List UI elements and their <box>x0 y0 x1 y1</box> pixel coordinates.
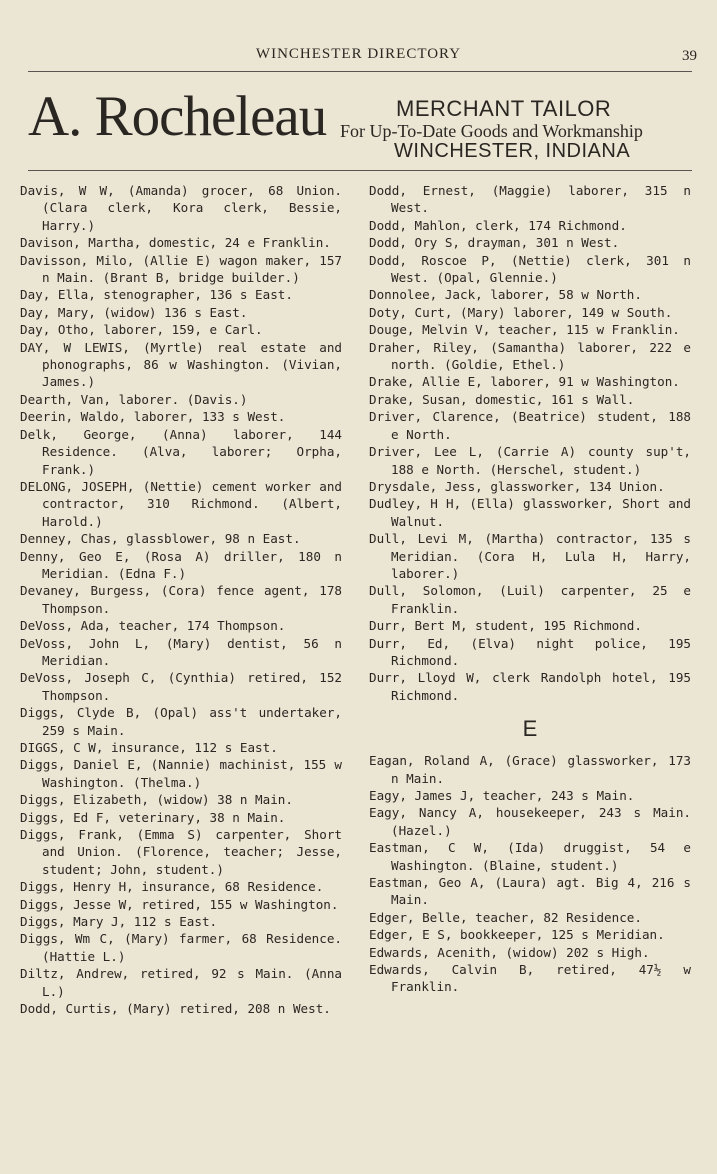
directory-entry: Diggs, Jesse W, retired, 155 w Washington. <box>20 896 339 912</box>
directory-entry: Deerin, Waldo, laborer, 133 s West. <box>20 409 286 425</box>
directory-entry: Day, Mary, (widow) 136 s East. <box>20 304 248 320</box>
directory-entry: Douge, Melvin V, teacher, 115 w Franklin. <box>369 322 680 338</box>
section-letter-heading: E <box>522 716 538 742</box>
directory-entry: DeVoss, John L, (Mary) dentist, 56 n Meridian. <box>20 635 342 668</box>
directory-entry: Dull, Solomon, (Luil) carpenter, 25 e Franklin. <box>369 583 691 616</box>
ad-location: WINCHESTER, INDIANA <box>394 140 631 162</box>
right-column-e-entries <box>369 752 691 996</box>
directory-entry: Diggs, Henry H, insurance, 68 Residence. <box>20 879 324 895</box>
directory-entry: Davis, W W, (Amanda) grocer, 68 Union. (Clara clerk, Kora clerk, Bessie, Harry.) <box>20 183 342 233</box>
directory-entry: Eastman, Geo A, (Laura) agt. Big 4, 216 s Main. <box>369 875 691 908</box>
directory-entry: Drysdale, Jess, glassworker, 134 Union. <box>369 478 665 494</box>
directory-entry: Drake, Allie E, laborer, 91 w Washington. <box>369 374 680 390</box>
directory-entry: Dudley, H H, (Ella) glassworker, Short and Walnut. <box>369 496 691 529</box>
directory-entry: Durr, Bert M, student, 195 Richmond. <box>369 618 642 634</box>
directory-entry: Dull, Levi M, (Martha) contractor, 135 s Meridian. (Cora H, Lula H, Harry, laborer.) <box>369 531 691 581</box>
right-column <box>369 182 691 996</box>
ad-trade: MERCHANT TAILOR <box>396 96 612 121</box>
directory-entry: Dodd, Curtis, (Mary) retired, 208 n West. <box>20 1001 331 1017</box>
directory-entry: Devaney, Burgess, (Cora) fence agent, 178 Thompson. <box>20 583 342 616</box>
ad-tagline: For Up-To-Date Goods and Workmanship <box>340 121 643 141</box>
directory-entry: Delk, George, (Anna) laborer, 144 Residence. (Alva, laborer; Orpha, Frank.) <box>20 426 342 477</box>
directory-entry: DeVoss, Ada, teacher, 174 Thompson. <box>20 618 286 634</box>
directory-entry: Diggs, Daniel E, (Nannie) machinist, 155 w Washington. (Thelma.) <box>20 757 342 790</box>
directory-entry: Dodd, Ory S, drayman, 301 n West. <box>369 235 620 251</box>
directory-entry: Diggs, Wm C, (Mary) farmer, 68 Residence. (Hattie L.) <box>20 931 342 964</box>
running-head: WINCHESTER DIRECTORY <box>255 46 462 62</box>
directory-entry: Eastman, C W, (Ida) druggist, 54 e Washington. (Blaine, student.) <box>369 840 691 873</box>
right-column-d-entries <box>369 182 691 704</box>
directory-entry: Denny, Geo E, (Rosa A) driller, 180 n Meridian. (Edna F.) <box>20 548 342 581</box>
directory-entry: Day, Otho, laborer, 159, e Carl. <box>20 322 263 338</box>
directory-entry: Eagan, Roland A, (Grace) glassworker, 173 n Main. <box>369 753 691 786</box>
directory-entry: Draher, Riley, (Samantha) laborer, 222 e north. (Goldie, Ethel.) <box>369 339 691 373</box>
directory-entry: Driver, Clarence, (Beatrice) student, 188 e North. <box>369 409 691 442</box>
directory-entry: Dodd, Roscoe P, (Nettie) clerk, 301 n West. (Opal, Glennie.) <box>369 252 691 286</box>
directory-entry: Eagy, James J, teacher, 243 s Main. <box>369 788 635 803</box>
directory-entry: Doty, Curt, (Mary) laborer, 149 w South. <box>369 304 673 320</box>
left-column <box>20 182 342 1018</box>
directory-entry: Dodd, Mahlon, clerk, 174 Richmond. <box>369 217 627 233</box>
directory-entry: Edger, Belle, teacher, 82 Residence. <box>369 909 642 925</box>
directory-entry: DAY, W LEWIS, (Myrtle) real estate and phonographs, 86 w Washington. (Vivian, James.) <box>20 339 342 390</box>
directory-entry: Durr, Lloyd W, clerk Randolph hotel, 195 Richmond. <box>369 670 691 703</box>
directory-entry: Drake, Susan, domestic, 161 s Wall. <box>369 391 635 407</box>
directory-entry: Diggs, Clyde B, (Opal) ass't undertaker, 259 s Main. <box>20 705 342 738</box>
directory-entry: Diggs, Frank, (Emma S) carpenter, Short and Union. (Florence, teacher; Jesse, student; John, student.) <box>20 827 342 877</box>
directory-entry: Denney, Chas, glassblower, 98 n East. <box>20 531 301 547</box>
directory-entry: Edwards, Acenith, (widow) 202 s High. <box>369 944 650 960</box>
directory-entry: DIGGS, C W, insurance, 112 s East. <box>20 740 278 755</box>
directory-entry: Davisson, Milo, (Allie E) wagon maker, 157 n Main. (Brant B, bridge builder.) <box>20 252 342 286</box>
directory-entry: DeVoss, Joseph C, (Cynthia) retired, 152 Thompson. <box>20 670 342 703</box>
directory-entry: Diggs, Ed F, veterinary, 38 n Main. <box>20 809 286 825</box>
directory-entry: Eagy, Nancy A, housekeeper, 243 s Main. (Hazel.) <box>369 805 691 838</box>
directory-entry: Donnolee, Jack, laborer, 58 w North. <box>369 287 642 303</box>
directory-entry: Driver, Lee L, (Carrie A) county sup't, 188 e North. (Herschel, student.) <box>369 444 691 477</box>
ad-business-name: A. Rocheleau <box>28 85 327 148</box>
directory-entry: Edwards, Calvin B, retired, 47½ w Franklin. <box>369 962 691 995</box>
page-number: 39 <box>682 48 697 64</box>
directory-entry: Durr, Ed, (Elva) night police, 195 Richmond. <box>369 635 691 668</box>
directory-entry: Dodd, Ernest, (Maggie) laborer, 315 n West. <box>369 183 691 216</box>
directory-entry: Diggs, Mary J, 112 s East. <box>20 914 218 930</box>
directory-entry: Day, Ella, stenographer, 136 s East. <box>20 287 293 303</box>
directory-entry: Diggs, Elizabeth, (widow) 38 n Main. <box>20 792 293 808</box>
directory-entry: Diltz, Andrew, retired, 92 s Main. (Anna L.) <box>20 966 342 999</box>
directory-entry: Edger, E S, bookkeeper, 125 s Meridian. <box>369 927 665 943</box>
directory-entry: Davison, Martha, domestic, 24 e Franklin. <box>20 235 331 251</box>
directory-entry: Dearth, Van, laborer. (Davis.) <box>20 391 248 407</box>
bottom-rule <box>28 170 692 171</box>
top-rule <box>28 71 692 72</box>
directory-entry: DELONG, JOSEPH, (Nettie) cement worker and contractor, 310 Richmond. (Albert, Harold.) <box>20 478 342 529</box>
